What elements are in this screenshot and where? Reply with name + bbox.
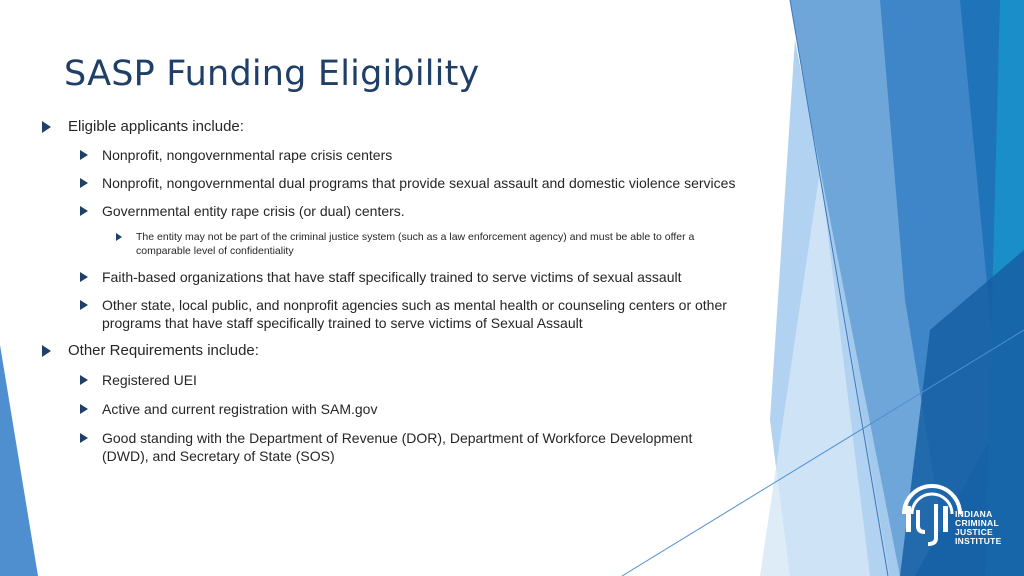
- logo-word: INDIANA: [955, 509, 993, 519]
- triangle-bullet-icon: [116, 233, 122, 241]
- triangle-bullet-icon: [42, 121, 51, 133]
- logo-word: CRIMINAL: [955, 518, 999, 528]
- triangle-bullet-icon: [80, 375, 88, 385]
- bullet-text: Nonprofit, nongovernmental dual programs that provide sexual assault and domestic violence services: [102, 175, 736, 191]
- left-accent-shape: [0, 345, 38, 576]
- triangle-bullet-icon: [80, 206, 88, 216]
- triangle-bullet-icon: [80, 404, 88, 414]
- logo-word: JUSTICE: [955, 527, 993, 537]
- bullet-text-line: programs that have staff specifically trained to serve victims of Sexual Assault: [102, 315, 583, 331]
- triangle-bullet-icon: [80, 150, 88, 160]
- bullet-text-line: The entity may not be part of the criminal justice system (such as a law enforcement agency) and must be able to offer a: [136, 231, 695, 243]
- triangle-bullet-icon: [80, 178, 88, 188]
- bullet-text: Other Requirements include:: [68, 342, 259, 359]
- bullet-text: Governmental entity rape crisis (or dual) centers.: [102, 203, 405, 219]
- bullet-text: Nonprofit, nongovernmental rape crisis centers: [102, 147, 393, 163]
- bullet-text-line: (DWD), and Secretary of State (SOS): [102, 448, 335, 464]
- bullet-text: Active and current registration with SAM.gov: [102, 401, 378, 417]
- bullet-text-line: Good standing with the Department of Revenue (DOR), Department of Workforce Development: [102, 430, 693, 446]
- bullet-text-line: comparable level of confidentiality: [136, 245, 294, 257]
- logo-word: INSTITUTE: [955, 536, 1002, 546]
- logo-wordmark: [955, 510, 1002, 546]
- bullet-text-line: Other state, local public, and nonprofit agencies such as mental health or counseling centers or other: [102, 297, 727, 313]
- triangle-bullet-icon: [80, 433, 88, 443]
- triangle-bullet-icon: [80, 300, 88, 310]
- bullet-text: Eligible applicants include:: [68, 118, 244, 135]
- bullet-text: Registered UEI: [102, 372, 197, 388]
- bullet-text: Faith-based organizations that have staff specifically trained to serve victims of sexual assault: [102, 269, 682, 285]
- slide-title: SASP Funding Eligibility: [64, 54, 480, 94]
- triangle-bullet-icon: [42, 345, 51, 357]
- triangle-bullet-icon: [80, 272, 88, 282]
